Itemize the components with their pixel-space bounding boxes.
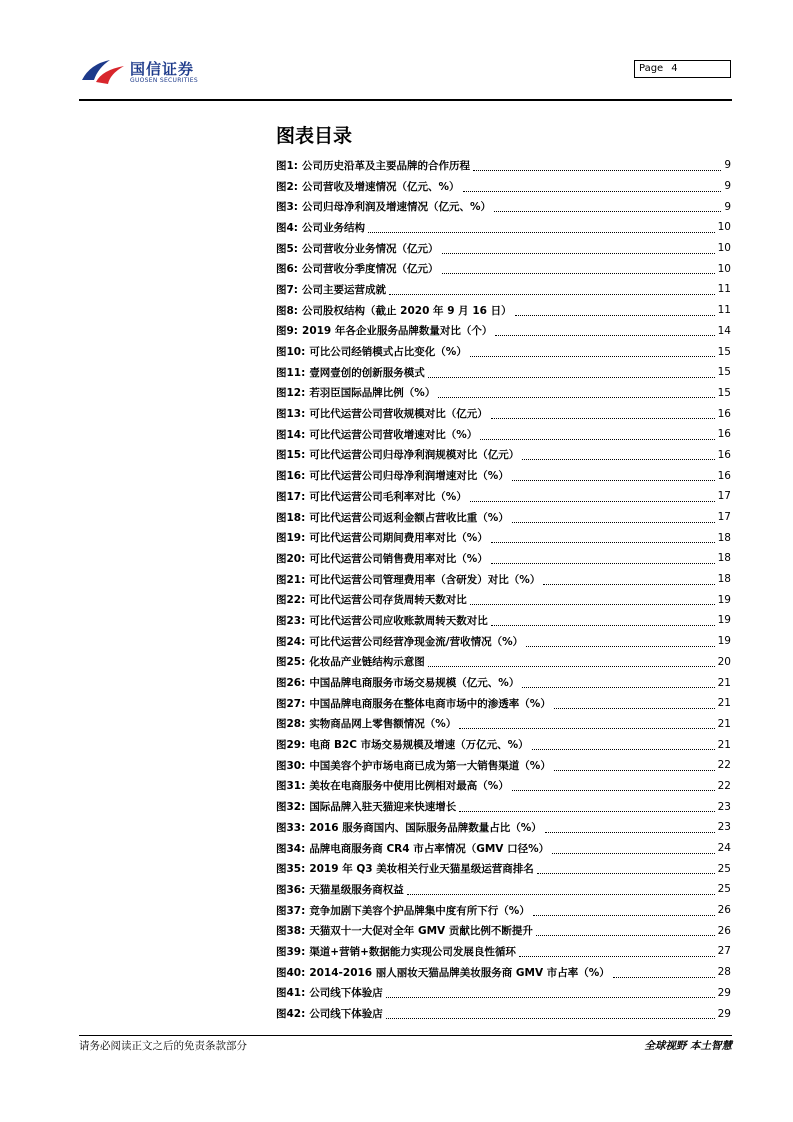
toc-entry[interactable] xyxy=(276,672,731,693)
toc-entry-label: 图7: xyxy=(276,283,299,296)
toc-dot-leader xyxy=(386,987,715,998)
toc-entry-title: 可比代运营公司归母净利润增速对比（%） xyxy=(309,470,509,483)
toc-entry-page: 21 xyxy=(717,676,731,689)
toc-dot-leader xyxy=(438,387,714,398)
toc-entry-title: 可比代运营公司存货周转天数对比 xyxy=(309,594,467,607)
toc-entry-title: 可比代运营公司销售费用率对比（%） xyxy=(309,552,488,565)
toc-entry-label: 图42: xyxy=(276,1008,306,1021)
toc-entry-label: 图16: xyxy=(276,470,306,483)
toc-entry[interactable] xyxy=(276,569,731,590)
toc-entry-label: 图30: xyxy=(276,759,306,772)
toc-entry-title: 公司营收分季度情况（亿元） xyxy=(302,263,439,276)
toc-entry-page: 25 xyxy=(717,862,731,875)
toc-entry-page: 16 xyxy=(717,428,731,441)
toc-entry-title: 化妆品产业链结构示意图 xyxy=(309,656,425,669)
toc-entry-title: 公司线下体验店 xyxy=(309,987,383,1000)
toc-entry-title: 品牌电商服务商 CR4 市占率情况（GMV 口径%） xyxy=(309,842,550,855)
toc-entry[interactable] xyxy=(276,941,731,962)
toc-entry-title: 公司归母净利润及增速情况（亿元、%） xyxy=(302,201,492,214)
toc-entry-page: 10 xyxy=(717,221,731,234)
toc-dot-leader xyxy=(545,822,715,833)
toc-entry-label: 图36: xyxy=(276,883,306,896)
toc-entry-page: 10 xyxy=(717,242,731,255)
toc-entry-page: 28 xyxy=(717,966,731,979)
figure-index xyxy=(276,155,731,1024)
toc-dot-leader xyxy=(442,263,715,274)
toc-dot-leader xyxy=(470,491,715,502)
toc-entry-page: 18 xyxy=(717,531,731,544)
toc-entry-title: 公司历史沿革及主要品牌的合作历程 xyxy=(302,159,471,172)
toc-entry[interactable] xyxy=(276,258,731,279)
toc-entry-label: 图14: xyxy=(276,428,306,441)
toc-entry-page: 20 xyxy=(717,655,731,668)
toc-dot-leader xyxy=(407,884,715,895)
toc-entry[interactable] xyxy=(276,527,731,548)
toc-dot-leader xyxy=(512,780,715,791)
toc-dot-leader xyxy=(519,946,715,957)
toc-entry-label: 图35: xyxy=(276,863,306,876)
toc-entry[interactable] xyxy=(276,465,731,486)
toc-dot-leader xyxy=(491,408,715,419)
toc-entry-page: 16 xyxy=(717,407,731,420)
toc-dot-leader xyxy=(494,201,721,212)
toc-dot-leader xyxy=(428,656,715,667)
page-label: Page xyxy=(639,63,664,74)
toc-entry-label: 图25: xyxy=(276,656,306,669)
toc-dot-leader xyxy=(512,512,715,523)
toc-entry-page: 16 xyxy=(717,448,731,461)
toc-dot-leader xyxy=(536,925,715,936)
toc-entry-title: 国际品牌入驻天猫迎来快速增长 xyxy=(309,801,457,814)
toc-dot-leader xyxy=(543,574,714,585)
toc-entry[interactable] xyxy=(276,279,731,300)
toc-entry-label: 图11: xyxy=(276,366,306,379)
toc-dot-leader xyxy=(522,677,714,688)
toc-dot-leader xyxy=(533,905,715,916)
toc-entry-title: 壹网壹创的创新服务模式 xyxy=(309,366,425,379)
toc-entry-title: 可比代运营公司应收账款周转天数对比 xyxy=(309,614,488,627)
toc-dot-leader xyxy=(495,325,714,336)
toc-dot-leader xyxy=(613,967,715,978)
toc-dot-leader xyxy=(459,801,714,812)
page-title: 图表目录 xyxy=(276,125,353,147)
toc-entry-label: 图41: xyxy=(276,987,306,1000)
toc-entry-page: 26 xyxy=(717,904,731,917)
toc-entry-title: 中国品牌电商服务在整体电商市场中的渗透率（%） xyxy=(309,697,551,710)
page-indicator xyxy=(634,60,731,78)
toc-entry-title: 可比代运营公司期间费用率对比（%） xyxy=(309,532,488,545)
toc-entry-title: 公司主要运营成就 xyxy=(302,283,387,296)
toc-dot-leader xyxy=(463,181,722,192)
toc-entry-label: 图27: xyxy=(276,697,306,710)
toc-entry-label: 图12: xyxy=(276,387,306,400)
toc-entry[interactable] xyxy=(276,341,731,362)
toc-dot-leader xyxy=(389,284,715,295)
toc-entry-page: 22 xyxy=(717,759,731,772)
toc-entry-page: 9 xyxy=(724,200,731,213)
toc-entry[interactable] xyxy=(276,714,731,735)
guosen-logo-icon xyxy=(80,56,126,86)
toc-entry[interactable] xyxy=(276,838,731,859)
toc-entry[interactable] xyxy=(276,238,731,259)
toc-entry-page: 26 xyxy=(717,924,731,937)
toc-dot-leader xyxy=(491,615,715,626)
toc-entry-page: 17 xyxy=(717,490,731,503)
toc-entry-page: 9 xyxy=(724,180,731,193)
toc-entry[interactable] xyxy=(276,693,731,714)
toc-entry-label: 图13: xyxy=(276,408,306,421)
toc-dot-leader xyxy=(386,1008,715,1019)
toc-entry[interactable] xyxy=(276,610,731,631)
toc-dot-leader xyxy=(554,698,715,709)
toc-entry-title: 可比公司经销模式占比变化（%） xyxy=(309,346,467,359)
toc-entry-label: 图18: xyxy=(276,511,306,524)
toc-dot-leader xyxy=(368,222,715,233)
toc-entry[interactable] xyxy=(276,217,731,238)
toc-entry-title: 可比代运营公司营收增速对比（%） xyxy=(309,428,478,441)
toc-entry-title: 中国品牌电商服务市场交易规模（亿元、%） xyxy=(309,677,520,690)
toc-dot-leader xyxy=(532,739,715,750)
toc-entry-label: 图21: xyxy=(276,573,306,586)
toc-entry-title: 竞争加剧下美容个护品牌集中度有所下行（%） xyxy=(309,904,530,917)
toc-entry-title: 若羽臣国际品牌比例（%） xyxy=(309,387,436,400)
toc-entry-label: 图33: xyxy=(276,821,306,834)
toc-entry-label: 图32: xyxy=(276,801,306,814)
toc-entry-page: 15 xyxy=(717,366,731,379)
toc-entry-label: 图10: xyxy=(276,346,306,359)
toc-entry-title: 电商 B2C 市场交易规模及增速（万亿元、%） xyxy=(309,739,529,752)
toc-dot-leader xyxy=(552,843,715,854)
toc-entry-title: 公司业务结构 xyxy=(302,221,366,234)
toc-entry-page: 18 xyxy=(717,573,731,586)
toc-dot-leader xyxy=(428,367,715,378)
toc-dot-leader xyxy=(473,160,721,171)
toc-entry-title: 公司线下体验店 xyxy=(309,1008,383,1021)
toc-entry[interactable] xyxy=(276,403,731,424)
toc-entry-page: 22 xyxy=(717,779,731,792)
header-divider xyxy=(79,99,732,101)
toc-entry-title: 公司营收及增速情况（亿元、%） xyxy=(302,180,460,193)
toc-entry[interactable] xyxy=(276,321,731,342)
toc-dot-leader xyxy=(522,449,714,460)
footer-slogan: 全球视野 本土智慧 xyxy=(644,1040,732,1052)
toc-entry-page: 15 xyxy=(717,345,731,358)
toc-dot-leader xyxy=(515,305,715,316)
toc-entry-label: 图22: xyxy=(276,594,306,607)
toc-entry[interactable] xyxy=(276,548,731,569)
toc-entry[interactable] xyxy=(276,424,731,445)
toc-entry[interactable] xyxy=(276,589,731,610)
toc-entry-label: 图29: xyxy=(276,739,306,752)
toc-dot-leader xyxy=(537,863,715,874)
toc-dot-leader xyxy=(491,532,715,543)
toc-entry-label: 图26: xyxy=(276,677,306,690)
toc-entry-label: 图23: xyxy=(276,614,306,627)
toc-entry-title: 2014-2016 丽人丽妆天猫品牌美妆服务商 GMV 市占率（%） xyxy=(309,966,610,979)
toc-entry-title: 中国美容个护市场电商已成为第一大销售渠道（%） xyxy=(309,759,551,772)
toc-entry-page: 14 xyxy=(717,324,731,337)
toc-entry-page: 25 xyxy=(717,883,731,896)
toc-entry-page: 29 xyxy=(717,1007,731,1020)
toc-entry[interactable] xyxy=(276,176,731,197)
toc-entry-label: 图9: xyxy=(276,325,299,338)
toc-entry-page: 19 xyxy=(717,593,731,606)
toc-entry-title: 2019 年 Q3 美妆相关行业天猫星级运营商排名 xyxy=(309,863,534,876)
toc-entry-title: 可比代运营公司返利金额占营收比重（%） xyxy=(309,511,509,524)
toc-entry-page: 27 xyxy=(717,945,731,958)
toc-entry[interactable] xyxy=(276,507,731,528)
toc-entry[interactable] xyxy=(276,920,731,941)
toc-entry-label: 图15: xyxy=(276,449,306,462)
toc-dot-leader xyxy=(442,243,715,254)
toc-entry-title: 2016 服务商国内、国际服务品牌数量占比（%） xyxy=(309,821,542,834)
toc-entry-page: 23 xyxy=(717,821,731,834)
toc-entry-page: 19 xyxy=(717,635,731,648)
toc-entry-label: 图17: xyxy=(276,490,306,503)
toc-entry-page: 11 xyxy=(717,283,731,296)
toc-entry[interactable] xyxy=(276,776,731,797)
toc-dot-leader xyxy=(526,636,714,647)
toc-entry-label: 图5: xyxy=(276,242,299,255)
toc-entry-page: 24 xyxy=(717,842,731,855)
toc-entry-title: 天猫双十一大促对全年 GMV 贡献比例不断提升 xyxy=(309,925,533,938)
toc-entry[interactable] xyxy=(276,983,731,1004)
toc-entry-title: 可比代运营公司营收规模对比（亿元） xyxy=(309,408,488,421)
toc-entry-label: 图24: xyxy=(276,635,306,648)
toc-entry-page: 10 xyxy=(717,262,731,275)
toc-entry[interactable] xyxy=(276,155,731,176)
footer-divider xyxy=(79,1035,732,1036)
toc-entry[interactable] xyxy=(276,858,731,879)
toc-entry-page: 21 xyxy=(717,738,731,751)
toc-entry-title: 可比代运营公司经营净现金流/营收情况（%） xyxy=(309,635,524,648)
toc-entry-label: 图34: xyxy=(276,842,306,855)
toc-entry-title: 美妆在电商服务中使用比例相对最高（%） xyxy=(309,780,509,793)
toc-entry-title: 天猫星级服务商权益 xyxy=(309,883,404,896)
toc-entry[interactable] xyxy=(276,362,731,383)
toc-entry[interactable] xyxy=(276,383,731,404)
logo-english-name: GUOSEN SECURITIES xyxy=(130,77,199,84)
toc-entry-title: 公司营收分业务情况（亿元） xyxy=(302,242,439,255)
toc-entry[interactable] xyxy=(276,652,731,673)
toc-entry[interactable] xyxy=(276,900,731,921)
toc-entry-page: 29 xyxy=(717,986,731,999)
toc-entry-label: 图6: xyxy=(276,263,299,276)
toc-entry[interactable] xyxy=(276,734,731,755)
toc-entry-title: 可比代运营公司毛利率对比（%） xyxy=(309,490,467,503)
toc-entry-page: 11 xyxy=(717,304,731,317)
toc-entry-title: 可比代运营公司管理费用率（含研发）对比（%） xyxy=(309,573,541,586)
toc-entry-page: 16 xyxy=(717,469,731,482)
toc-dot-leader xyxy=(491,553,715,564)
toc-entry-label: 图28: xyxy=(276,718,306,731)
toc-entry-title: 公司股权结构（截止 2020 年 9 月 16 日） xyxy=(302,304,512,317)
toc-dot-leader xyxy=(459,718,714,729)
toc-dot-leader xyxy=(480,429,714,440)
toc-entry[interactable] xyxy=(276,879,731,900)
toc-entry[interactable] xyxy=(276,817,731,838)
toc-entry[interactable] xyxy=(276,486,731,507)
toc-entry-title: 实物商品网上零售额情况（%） xyxy=(309,718,457,731)
toc-entry-label: 图40: xyxy=(276,966,306,979)
toc-entry-page: 9 xyxy=(724,159,731,172)
toc-entry-page: 17 xyxy=(717,511,731,524)
toc-entry[interactable] xyxy=(276,300,731,321)
toc-entry-label: 图2: xyxy=(276,180,299,193)
toc-entry[interactable] xyxy=(276,796,731,817)
toc-entry-label: 图1: xyxy=(276,159,299,172)
toc-entry[interactable] xyxy=(276,755,731,776)
toc-entry-title: 可比代运营公司归母净利润规模对比（亿元） xyxy=(309,449,520,462)
toc-entry[interactable] xyxy=(276,196,731,217)
toc-entry[interactable] xyxy=(276,1003,731,1024)
toc-entry-label: 图4: xyxy=(276,221,299,234)
toc-entry-label: 图8: xyxy=(276,304,299,317)
toc-dot-leader xyxy=(554,760,715,771)
disclaimer-note: 请务必阅读正文之后的免责条款部分 xyxy=(79,1040,247,1052)
toc-entry[interactable] xyxy=(276,631,731,652)
toc-entry-title: 渠道+营销+数据能力实现公司发展良性循环 xyxy=(309,945,516,958)
toc-entry-page: 18 xyxy=(717,552,731,565)
toc-entry-label: 图37: xyxy=(276,904,306,917)
toc-entry-label: 图39: xyxy=(276,945,306,958)
toc-entry-page: 23 xyxy=(717,800,731,813)
toc-entry-title: 2019 年各企业服务品牌数量对比（个） xyxy=(302,325,493,338)
toc-dot-leader xyxy=(470,346,715,357)
page-number: 4 xyxy=(671,63,678,74)
logo-chinese-name: 国信证券 xyxy=(130,60,195,78)
toc-entry-label: 图19: xyxy=(276,532,306,545)
toc-entry-label: 图3: xyxy=(276,201,299,214)
toc-entry-page: 21 xyxy=(717,717,731,730)
toc-entry[interactable] xyxy=(276,445,731,466)
toc-entry[interactable] xyxy=(276,962,731,983)
toc-dot-leader xyxy=(512,470,715,481)
toc-dot-leader xyxy=(470,594,715,605)
toc-entry-label: 图31: xyxy=(276,780,306,793)
guosen-logo xyxy=(80,56,210,86)
toc-entry-label: 图20: xyxy=(276,552,306,565)
toc-entry-page: 21 xyxy=(717,697,731,710)
toc-entry-page: 19 xyxy=(717,614,731,627)
toc-entry-page: 15 xyxy=(717,386,731,399)
toc-entry-label: 图38: xyxy=(276,925,306,938)
